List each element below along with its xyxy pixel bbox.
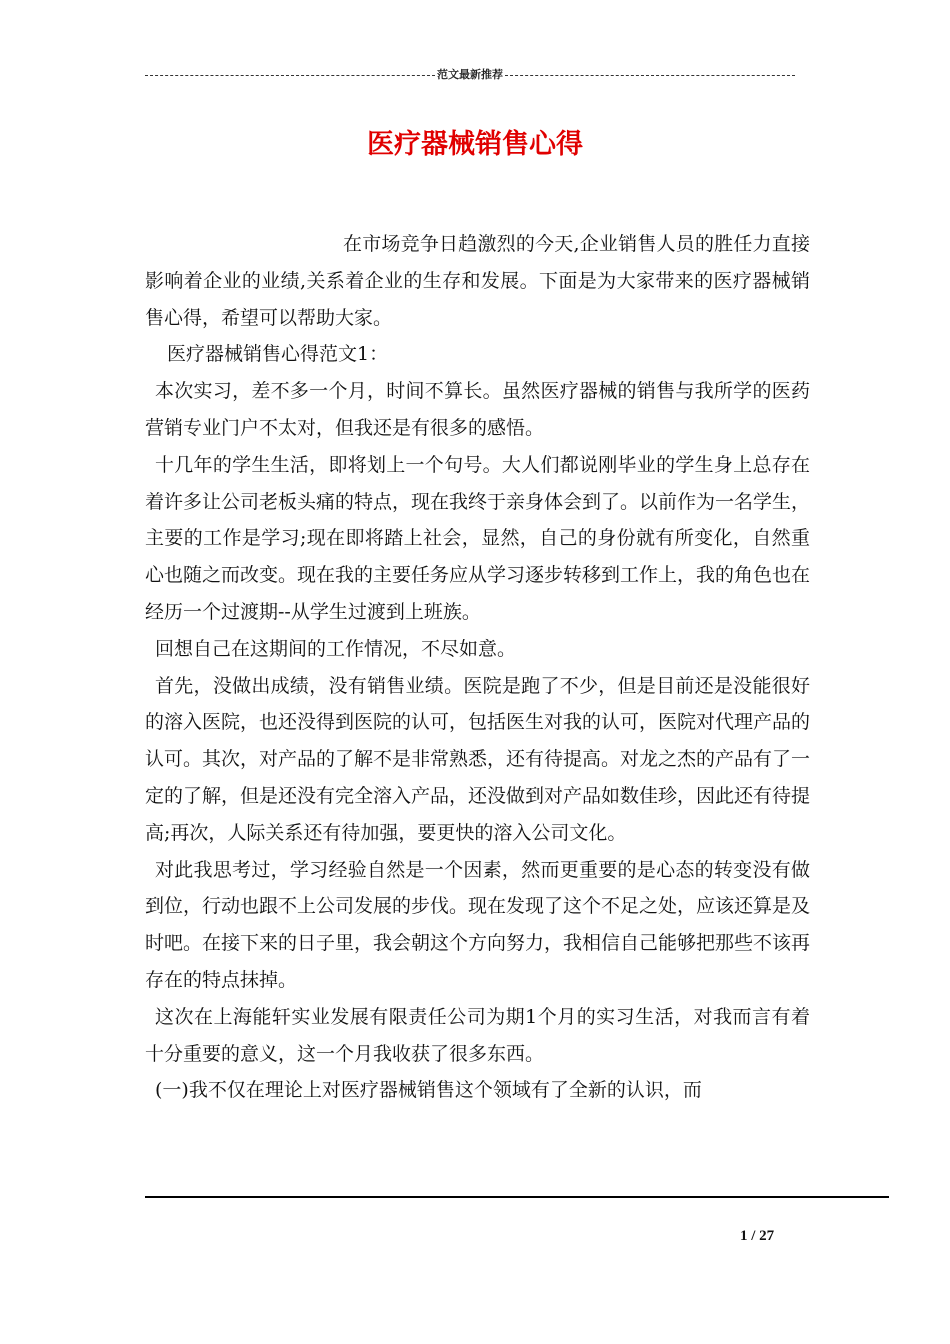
paragraph-intro: 在市场竞争日趋激烈的今天,企业销售人员的胜任力直接影响着企业的业绩,关系着企业的生存和发展。下面是为大家带来的医疗器械销售心得，希望可以帮助大家。 [145, 233, 810, 329]
paragraph: 十几年的学生生活，即将划上一个句号。大人们都说刚毕业的学生身上总存在着许多让公司老板头痛的特点，现在我终于亲身体会到了。以前作为一名学生，主要的工作是学习;现在即将踏上社会，显然，自己的身份就有所变化，自然重心也随之而改变。现在我的主要任务应从学习逐步转移到工作上，我的角色也在经历一个过渡期--从学生过渡到上班族。 [145, 453, 811, 623]
document-title: 医疗器械销售心得 [367, 129, 583, 160]
paragraph: 本次实习，差不多一个月，时间不算长。虽然医疗器械的销售与我所学的医药营销专业门户不太对，但我还是有很多的感悟。 [145, 380, 810, 439]
footer-divider [145, 1196, 889, 1198]
document-body [145, 226, 810, 1109]
header-dash-left [145, 75, 435, 76]
page-header [145, 68, 795, 82]
paragraph: 回想自己在这期间的工作情况，不尽如意。 [155, 637, 517, 660]
header-dash-right [505, 75, 795, 76]
paragraph: 这次在上海能轩实业发展有限责任公司为期1个月的实习生活，对我而言有着十分重要的意义，这一个月我收获了很多东西。 [145, 1005, 810, 1065]
section-heading: 医疗器械销售心得范文1： [167, 343, 389, 366]
paragraph: (一)我不仅在理论上对医疗器械销售这个领域有了全新的认识，而 [155, 1079, 702, 1102]
header-label: 范文最新推荐 [437, 68, 503, 81]
page-number: 1 / 27 [740, 1228, 775, 1244]
paragraph: 首先，没做出成绩，没有销售业绩。医院是跑了不少，但是目前还是没能很好的溶入医院，也还没得到医院的认可，包括医生对我的认可，医院对代理产品的认可。其次，对产品的了解不是非常熟悉，还有待提高。对龙之杰的产品有了一定的了解，但是还没有完全溶入产品，还没做到对产品如数佳珍，因此还有待提高;再次，人际关系还有待加强，要更快的溶入公司文化。 [145, 674, 811, 844]
paragraph: 对此我思考过，学习经验自然是一个因素，然而更重要的是心态的转变没有做到位，行动也跟不上公司发展的步伐。现在发现了这个不足之处，应该还算是及时吧。在接下来的日子里，我会朝这个方向努力，我相信自己能够把那些不该再存在的特点抹掉。 [145, 858, 811, 991]
